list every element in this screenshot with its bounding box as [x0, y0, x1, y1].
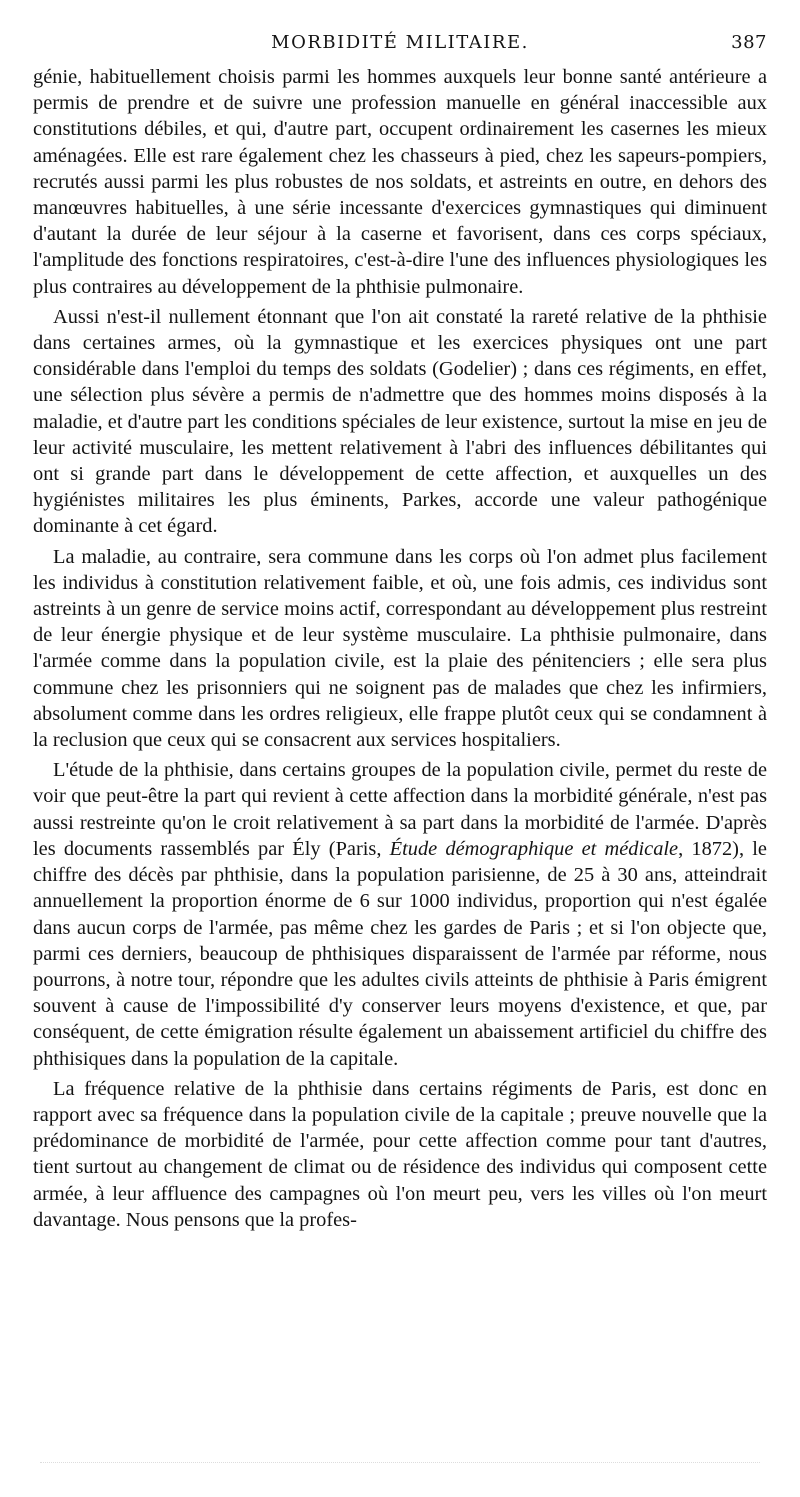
- paragraph-4-text-start: L'étude de la phthisie, dans certains groupes de la population civile, permet du reste de voir que peut-être la part qui revient à cette affection dans la morbidité générale, n'est pas aussi restreinte qu'on le croit relativement à sa part dans la morbidité de l'armée. D'après les documents rassemblés par Ély (Paris,: [33, 759, 767, 860]
- scan-artifact-divider: [40, 1462, 760, 1465]
- page-number: 387: [731, 32, 767, 53]
- running-title: MORBIDITÉ MILITAIRE.: [271, 32, 529, 53]
- cited-work-title: Étude démographique et médicale: [389, 837, 679, 860]
- paragraph-2: Aussi n'est-il nullement étonnant que l'on ait constaté la rareté relative de la phthisie dans certaines armes, où la gymnastique et les exercices physiques ont une part considérable dans l'emploi du temps des soldats (Godelier) ; dans ces régiments, en effet, une sélection plus sévère a permis de n'admettre que des hommes moins disposés à la maladie, et d'autre part les conditions spéciales de leur existence, surtout la mise en jeu de leur activité musculaire, les mettent relativement à l'abri des influences débilitantes qui ont si grande part dans le développement de cette affection, et auxquelles un des hygiénistes militaires les plus éminents, Parkes, accorde une valeur pathogénique dominante à cet égard.: [33, 305, 767, 538]
- paragraph-4-text-end: , 1872), le chiffre des décès par phthisie, dans la population parisienne, de 25 à 30 ans, atteindrait annuellement la proportion énorme de 6 sur 1000 individus, proportion qui n'est égalée dans aucun corps de l'armée, pas même chez les gardes de Paris ; et si l'on objecte que, parmi ces derniers, beaucoup de phthisiques disparaissent de l'armée par réforme, nous pourrons, à notre tour, répondre que les adultes civils atteints de phthisie à Paris émigrent souvent à cause de l'impossibilité d'y conserver leurs moyens d'existence, et que, par conséquent, de cette émigration résulte également un abaissement artificiel du chiffre des phthisiques dans la population de la capitale.: [33, 837, 767, 1070]
- paragraph-4: [33, 757, 767, 1071]
- paragraph-3: La maladie, au contraire, sera commune dans les corps où l'on admet plus facilement les individus à constitution relativement faible, et où, une fois admis, ces individus sont astreints à un genre de service moins actif, correspondant au développement plus restreint de leur énergie physique et de leur système musculaire. La phthisie pulmonaire, dans l'armée comme dans la population civile, est la plaie des pénitenciers ; elle sera plus commune chez les prisonniers qui ne soignent pas de malades que chez les infirmiers, absolument comme dans les ordres religieux, elle frappe plutôt ceux qui se condamnent à la reclusion que ceux qui se consacrent aux services hospitaliers.: [33, 545, 767, 752]
- paragraph-5: La fréquence relative de la phthisie dans certains régiments de Paris, est donc en rapport avec sa fréquence dans la population civile de la capitale ; preuve nouvelle que la prédominance de morbidité de l'armée, pour cette affection comme pour tant d'autres, tient surtout au changement de climat ou de résidence des individus qui composent cette armée, à leur affluence des campagnes où l'on meurt peu, vers les villes où l'on meurt davantage. Nous pensons que la profes-: [33, 1077, 767, 1231]
- body-text: [33, 64, 767, 1233]
- book-page: [33, 30, 767, 1233]
- paragraph-1: génie, habituellement choisis parmi les hommes auxquels leur bonne santé antérieure a permis de prendre et de suivre une profession manuelle en général inaccessible aux constitutions débiles, et qui, d'autre part, occupent ordinairement les casernes les mieux aménagées. Elle est rare également chez les chasseurs à pied, chez les sapeurs-pompiers, recrutés aussi parmi les plus robustes de nos soldats, et astreints en outre, en dehors des manœuvres habituelles, à une série incessante d'exercices gymnastiques qui diminuent d'autant la durée de leur séjour à la caserne et favorisent, dans ces corps spéciaux, l'amplitude des fonctions respiratoires, c'est-à-dire l'une des influences physiologiques les plus contraires au développement de la phthisie pulmonaire.: [33, 66, 767, 298]
- running-head: [33, 30, 767, 60]
